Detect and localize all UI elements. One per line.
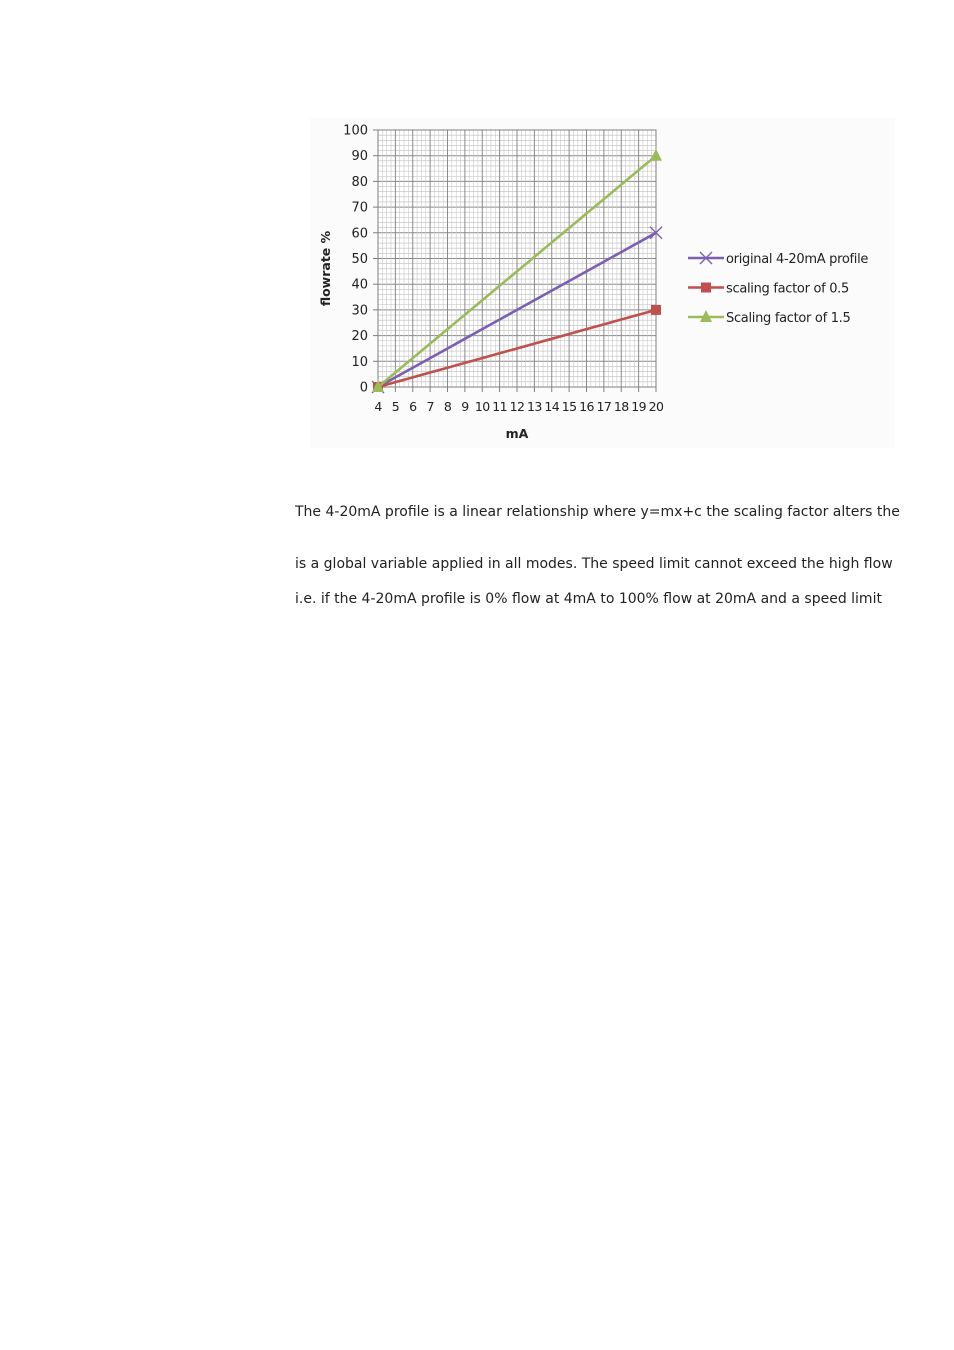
x-tick-label: 4 bbox=[374, 399, 382, 414]
y-tick-label: 90 bbox=[351, 149, 368, 165]
y-tick-label: 0 bbox=[359, 380, 368, 396]
y-tick-label: 40 bbox=[351, 277, 368, 293]
x-tick-label: 9 bbox=[461, 399, 469, 414]
y-tick-label: 20 bbox=[351, 329, 368, 345]
x-tick-label: 6 bbox=[409, 399, 417, 414]
x-tick-label: 16 bbox=[579, 399, 594, 414]
x-tick-label: 18 bbox=[613, 399, 629, 414]
y-tick-label: 50 bbox=[351, 252, 368, 267]
x-tick-label: 20 bbox=[648, 399, 664, 414]
x-tick-label: 5 bbox=[391, 399, 400, 414]
x-tick-label: 19 bbox=[631, 399, 646, 414]
y-tick-label: 60 bbox=[351, 226, 368, 242]
x-tick-label: 14 bbox=[544, 399, 560, 414]
x-tick-label: 17 bbox=[596, 399, 612, 414]
x-axis-label: mA bbox=[505, 426, 529, 441]
y-tick-label: 70 bbox=[351, 200, 368, 216]
x-tick-label: 15 bbox=[561, 399, 577, 414]
paragraph-line-3: i.e. if the 4-20mA profile is 0% flow at 4mA to 100% flow at 20mA and a speed limit bbox=[295, 591, 882, 607]
paragraph-line-2: is a global variable applied in all modes. The speed limit cannot exceed the high flow bbox=[295, 556, 893, 572]
x-tick-label: 8 bbox=[443, 399, 452, 414]
x-tick-label: 13 bbox=[527, 399, 542, 414]
y-tick-label: 100 bbox=[343, 123, 368, 139]
flowrate-chart bbox=[310, 118, 895, 448]
x-tick-label: 11 bbox=[492, 399, 507, 414]
legend-marker-1 bbox=[701, 283, 711, 293]
y-tick-label: 30 bbox=[351, 303, 368, 319]
legend-label-2: Scaling factor of 1.5 bbox=[726, 311, 851, 326]
paragraph-line-1: The 4-20mA profile is a linear relationship where y=mx+c the scaling factor alters the bbox=[295, 504, 900, 520]
data-point-marker bbox=[651, 305, 661, 315]
x-tick-label: 12 bbox=[509, 399, 525, 414]
legend-label-0: original 4-20mA profile bbox=[726, 252, 869, 267]
y-axis-label: flowrate % bbox=[318, 230, 333, 307]
x-tick-label: 7 bbox=[426, 399, 434, 414]
legend-label-1: scaling factor of 0.5 bbox=[726, 281, 849, 297]
chart-svg bbox=[310, 118, 895, 448]
y-tick-label: 80 bbox=[351, 174, 368, 190]
y-tick-label: 10 bbox=[351, 354, 368, 370]
x-tick-label: 10 bbox=[474, 399, 490, 414]
